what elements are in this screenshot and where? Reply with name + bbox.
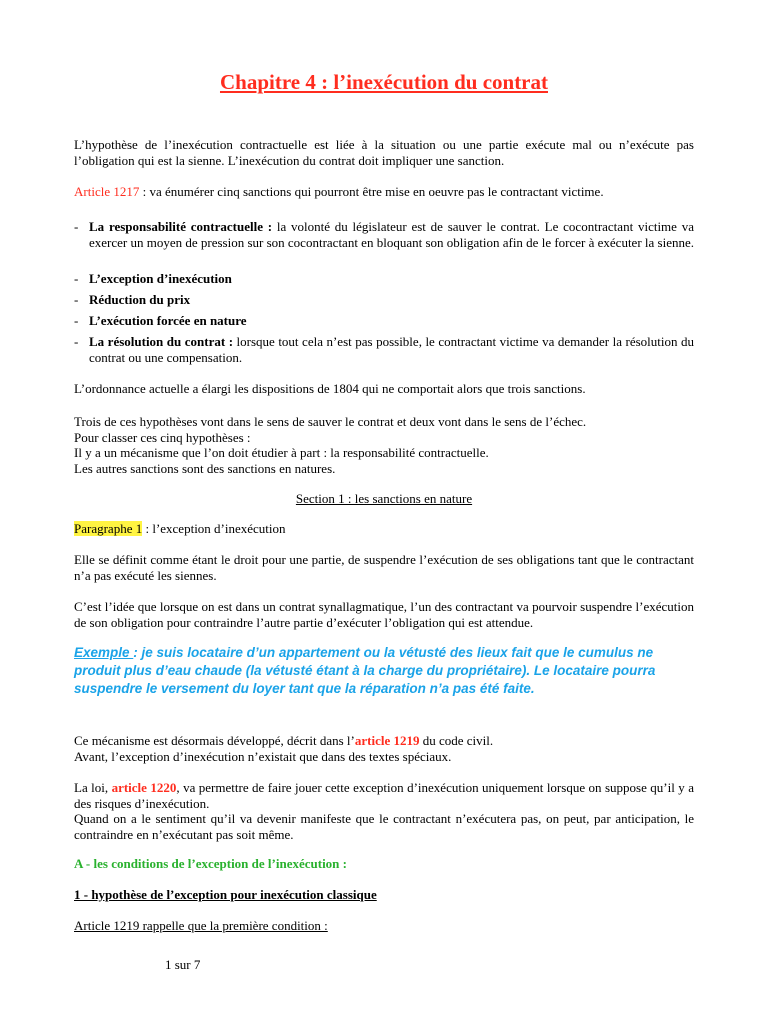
hypotheses-paragraph: Trois de ces hypothèses vont dans le sens de sauver le contrat et deux vont dans le sens de l’échec. Pour classer ces cinq hypothèses : Il y a un mécanisme que l’on doit étudier à part : la responsabilité contractuelle. Les autres sanctions sont des sanctions en natures. (74, 414, 587, 476)
list-item: - La responsabilité contractuelle : la volonté du législateur est de sauver le contrat. Le cocontractant victime va exercer un moyen de pression sur son cocontractant en bloquant son obligation afin de le forcer à exécuter la sienne. (74, 219, 694, 250)
list-item: - Réduction du prix (74, 292, 191, 307)
definition-paragraph: Elle se définit comme étant le droit pour une partie, de suspendre l’exécution de ses obligations tant que le contractant n’a pas exécuté les siennes. (74, 552, 694, 583)
example-block: Exemple : je suis locataire d’un appartement ou la vétusté des lieux fait que le cumulus ne produit plus d’eau chaude (la vétusté étant à la charge du propriétaire). Le locataire pourra suspendre le versement du loyer tant que la réparation n’a pas été faite. (74, 645, 656, 696)
ordonnance-paragraph: L’ordonnance actuelle a élargi les dispositions de 1804 qui ne comportait alors que trois sanctions. (74, 381, 586, 396)
list-item: - L’exécution forcée en nature (74, 313, 247, 328)
heading-a: A - les conditions de l’exception de l’inexécution : (74, 856, 347, 871)
article-1220-label: article 1220 (111, 780, 177, 795)
intro-paragraph: L’hypothèse de l’inexécution contractuelle est liée à la situation ou une partie exécute mal ou n’exécute pas l’obligation qui est la sienne. L’inexécution du contrat doit impliquer une sanction. (74, 137, 694, 168)
page-number: 1 sur 7 (165, 957, 201, 972)
list-item: - L’exception d’inexécution (74, 271, 232, 286)
paragraph-label: Paragraphe 1 (74, 521, 143, 536)
article-1219-paragraph: Ce mécanisme est désormais développé, décrit dans l’article 1219 du code civil. Avant, l’exception d’inexécution n’existait que dans des textes spéciaux. (74, 733, 494, 764)
heading-1: 1 - hypothèse de l’exception pour inexécution classique (74, 887, 377, 902)
list-item: - La résolution du contrat : lorsque tout cela n’est pas possible, le contractant victime va demander la résolution du contrat ou une compensation. (74, 334, 695, 365)
article-1217-paragraph: Article 1217 : va énumérer cinq sanctions qui pourront être mise en oeuvre pas le contractant victime. (74, 184, 604, 199)
article-1219-label: article 1219 (354, 733, 420, 748)
article-1217-label: Article 1217 (74, 184, 140, 199)
chapter-title: Chapitre 4 : l’inexécution du contrat (219, 70, 548, 94)
article-1219-rappel: Article 1219 rappelle que la première condition : (74, 918, 328, 933)
paragraph-heading: Paragraphe 1 : l’exception d’inexécution (74, 521, 286, 536)
article-1220-paragraph: La loi, article 1220, va permettre de faire jouer cette exception d’inexécution uniquement lorsque on suppose qu’il y a des risques d’inexécution. Quand on a le sentiment qu’il va devenir manifeste que le contractant n’exécutera pas, on peut, par anticipation, le contraindre en n’exécutant pas soit même. (74, 780, 695, 842)
synallagmatique-paragraph: C’est l’idée que lorsque on est dans un contrat synallagmatique, l’un des contractant va pourvoir suspendre l’exécution de son obligation pour contraindre l’autre partie d’exécuter l’obligation qui est attendue. (74, 599, 694, 630)
example-label: Exemple (74, 645, 134, 660)
section-heading: Section 1 : les sanctions en nature (295, 491, 473, 506)
